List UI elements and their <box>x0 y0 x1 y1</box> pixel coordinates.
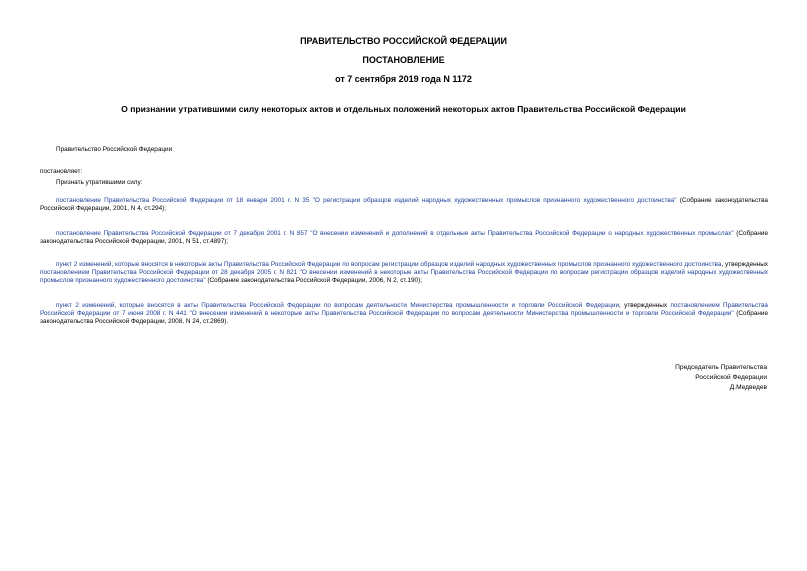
list-item <box>40 197 768 213</box>
document-type: ПОСТАНОВЛЕНИЕ <box>362 55 445 65</box>
citation-text: (Собрание законодательства Российской Федерации, 2001, N 4, ст.294); <box>40 197 768 212</box>
document-link[interactable]: постановление Правительства Российской Федерации от 7 декабря 2001 г. N 857 "О внесении изменений и дополнений в отдельные акты Правительства Российской Федерации о народных художественных промыслах" <box>56 230 734 237</box>
list-item <box>40 230 768 246</box>
preamble-recognize: Признать утратившими силу: <box>56 179 143 186</box>
citation-text: (Собрание законодательства Российской Федерации, 2008, N 24, ст.2869). <box>40 310 768 325</box>
document-link[interactable]: постановление Правительства Российской Федерации от 18 января 2001 г. N 35 "О регистрации образцов изделий народных художественных промыслов признанного художественного достоинства" <box>56 197 677 204</box>
document-title: О признании утратившими силу некоторых актов и отдельных положений некоторых актов Правительства Российской Федерации <box>121 104 686 114</box>
preamble-government: Правительство Российской Федерации <box>56 146 173 153</box>
document-link[interactable]: пункт 2 изменений, которые вносятся в акты Правительства Российской Федерации по вопросам деятельности Министерства промышленности и торговли Российской Федерации <box>56 302 620 309</box>
citation-text: (Собрание законодательства Российской Федерации, 2001, N 51, ст.4897); <box>40 230 769 245</box>
government-header: ПРАВИТЕЛЬСТВО РОССИЙСКОЙ ФЕДЕРАЦИИ <box>300 36 507 46</box>
signature-organization: Российской Федерации <box>695 374 767 381</box>
document-link[interactable]: постановлением Правительства Российской Федерации от 28 декабря 2005 г. N 821 "О внесении изменений в некоторые акты Правительства Российской Федерации по вопросам регистрации образцов изделий народных художественных промыслов признанного художественного достоинства" <box>40 269 768 284</box>
document-date-number: от 7 сентября 2019 года N 1172 <box>335 74 472 84</box>
list-item <box>40 302 768 326</box>
signature-name: Д.Медведев <box>729 384 767 391</box>
connector-text: , утвержденных <box>721 261 768 268</box>
document-link[interactable]: постановлением Правительства Российской Федерации от 7 июня 2008 г. N 441 "О внесении изменений в некоторые акты Правительства Российской Федерации по вопросам деятельности Министерства промышленности и торговли Российской Федерации" <box>40 302 768 317</box>
connector-text: , утвержденных <box>619 302 671 309</box>
list-item <box>40 261 768 285</box>
signature-position: Председатель Правительства <box>675 364 767 371</box>
preamble-decrees: постановляет: <box>40 168 83 175</box>
document-link[interactable]: пункт 2 изменений, которые вносятся в некоторые акты Правительства Российской Федерации по вопросам регистрации образцов изделий народных художественных промыслов признанного художественного достоинства <box>56 261 722 268</box>
citation-text: (Собрание законодательства Российской Федерации, 2006, N 2, ст.190); <box>205 277 422 284</box>
